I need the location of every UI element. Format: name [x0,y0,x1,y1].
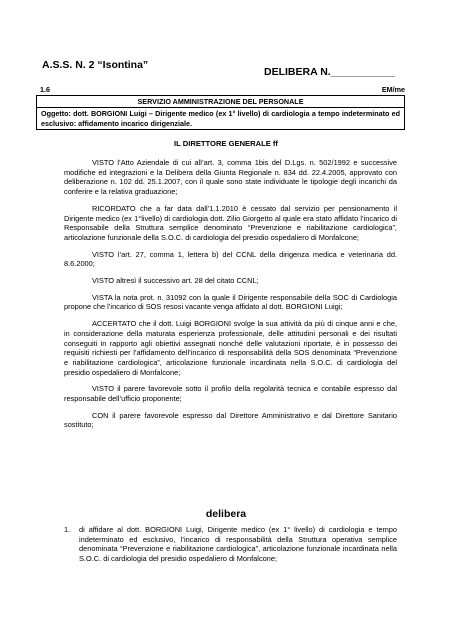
code-left: 1.6 [40,85,50,94]
service-name: SERVIZIO AMMINISTRAZIONE DEL PERSONALE [37,96,404,108]
list-item [64,525,397,564]
paragraph: RICORDATO che a far data dall’1.1.2010 è cessato dal servizio per pensionamento il Dirigente medico (ex 1°livello) di cardiologia dott. Zilio Giorgetto al quale era stato affidato l’incarico di Responsabile della Struttura semplice denominato “Prevenzione e riabilitazione cardiologica”, articolazione funzionale della S.O.C. di cardiologia del presidio ospedaliero di Monfalcone; [64,203,397,242]
document-title: IL DIRETTORE GENERALE ff [174,139,278,148]
paragraph: VISTO altresì il successivo art. 28 del citato CCNL; [92,276,259,286]
body-text [64,158,397,437]
paragraph: VISTO il parere favorevole sotto il profilo della regolarità tecnica e contabile espresso dal responsabile dell’ufficio proponente; [64,384,397,404]
paragraph: VISTO l’Atto Aziendale di cui all’art. 3, comma 1bis del D.Lgs. n. 502/1992 e successive modifiche ed integrazioni e la Delibera della Giunta Regionale n. 834 dd. 22.4.2005, approvato con deliberazione n. 102 dd. 25.1.2007, con il quale sono state individuate le tipologie degli incarichi da conferire e la relativa graduazione; [64,158,397,197]
list-item-number: 1. [64,525,71,534]
list-item-text: di affidare al dott. BORGIONI Luigi, Dirigente medico (ex 1° livello) di cardiologia e tempo indeterminato ed esclusivo, l’incarico di responsabilità della Struttura operativa semplice denominata “Prevenzione e riabilitazione cardiologica”, articolazione funzionale incardinata nella S.O.C. di cardiologia del presidio ospedaliero di Monfalcone; [79,525,397,564]
paragraph: VISTO l’art. 27, comma 1, lettera b) del CCNL della dirigenza medica e veterinaria dd. 8.6.2000; [64,249,397,269]
delibera-heading: delibera [205,508,247,520]
header-box [36,95,405,130]
subject-line: Oggetto: dott. BORGIONI Luigi – Dirigente medico (ex 1° livello) di cardiologia a tempo indeterminato ed esclusivo: affidamento incarico dirigenziale. [41,109,400,128]
paragraph: CON il parere favorevole espresso dal Direttore Amministrativo e dal Direttore Sanitario sostituto; [64,410,397,430]
paragraph: ACCERTATO che il dott. Luigi BORGIONI svolge la sua attività da più di cinque anni e che, in considerazione della maturata esperienza professionale, delle attitudini personali e dei risultati conseguiti in rapporto agli obiettivi assegnati nonché delle valutazioni riportate, è in possesso dei requisiti richiesti per l’affidamento dell’incarico di responsabilità della SOS denominata “Prevenzione e riabilitazione cardiologica”, articolazione funzionale incardinata nella S.O.C. di cardiologia del presidio ospedaliero di Monfalcone; [64,319,397,377]
delibera-number-label: DELIBERA N.___________ [264,66,395,78]
paragraph: VISTA la nota prot. n. 31092 con la quale il Dirigente responsabile della SOC di Cardiologia propone che l’incarico di SOS resosi vacante venga affidato al dott. BORGIONI Luigi; [64,292,397,312]
code-right: EM/me [381,85,405,94]
agency-name: A.S.S. N. 2 “Isontina” [42,59,149,71]
decision-list [64,525,397,564]
